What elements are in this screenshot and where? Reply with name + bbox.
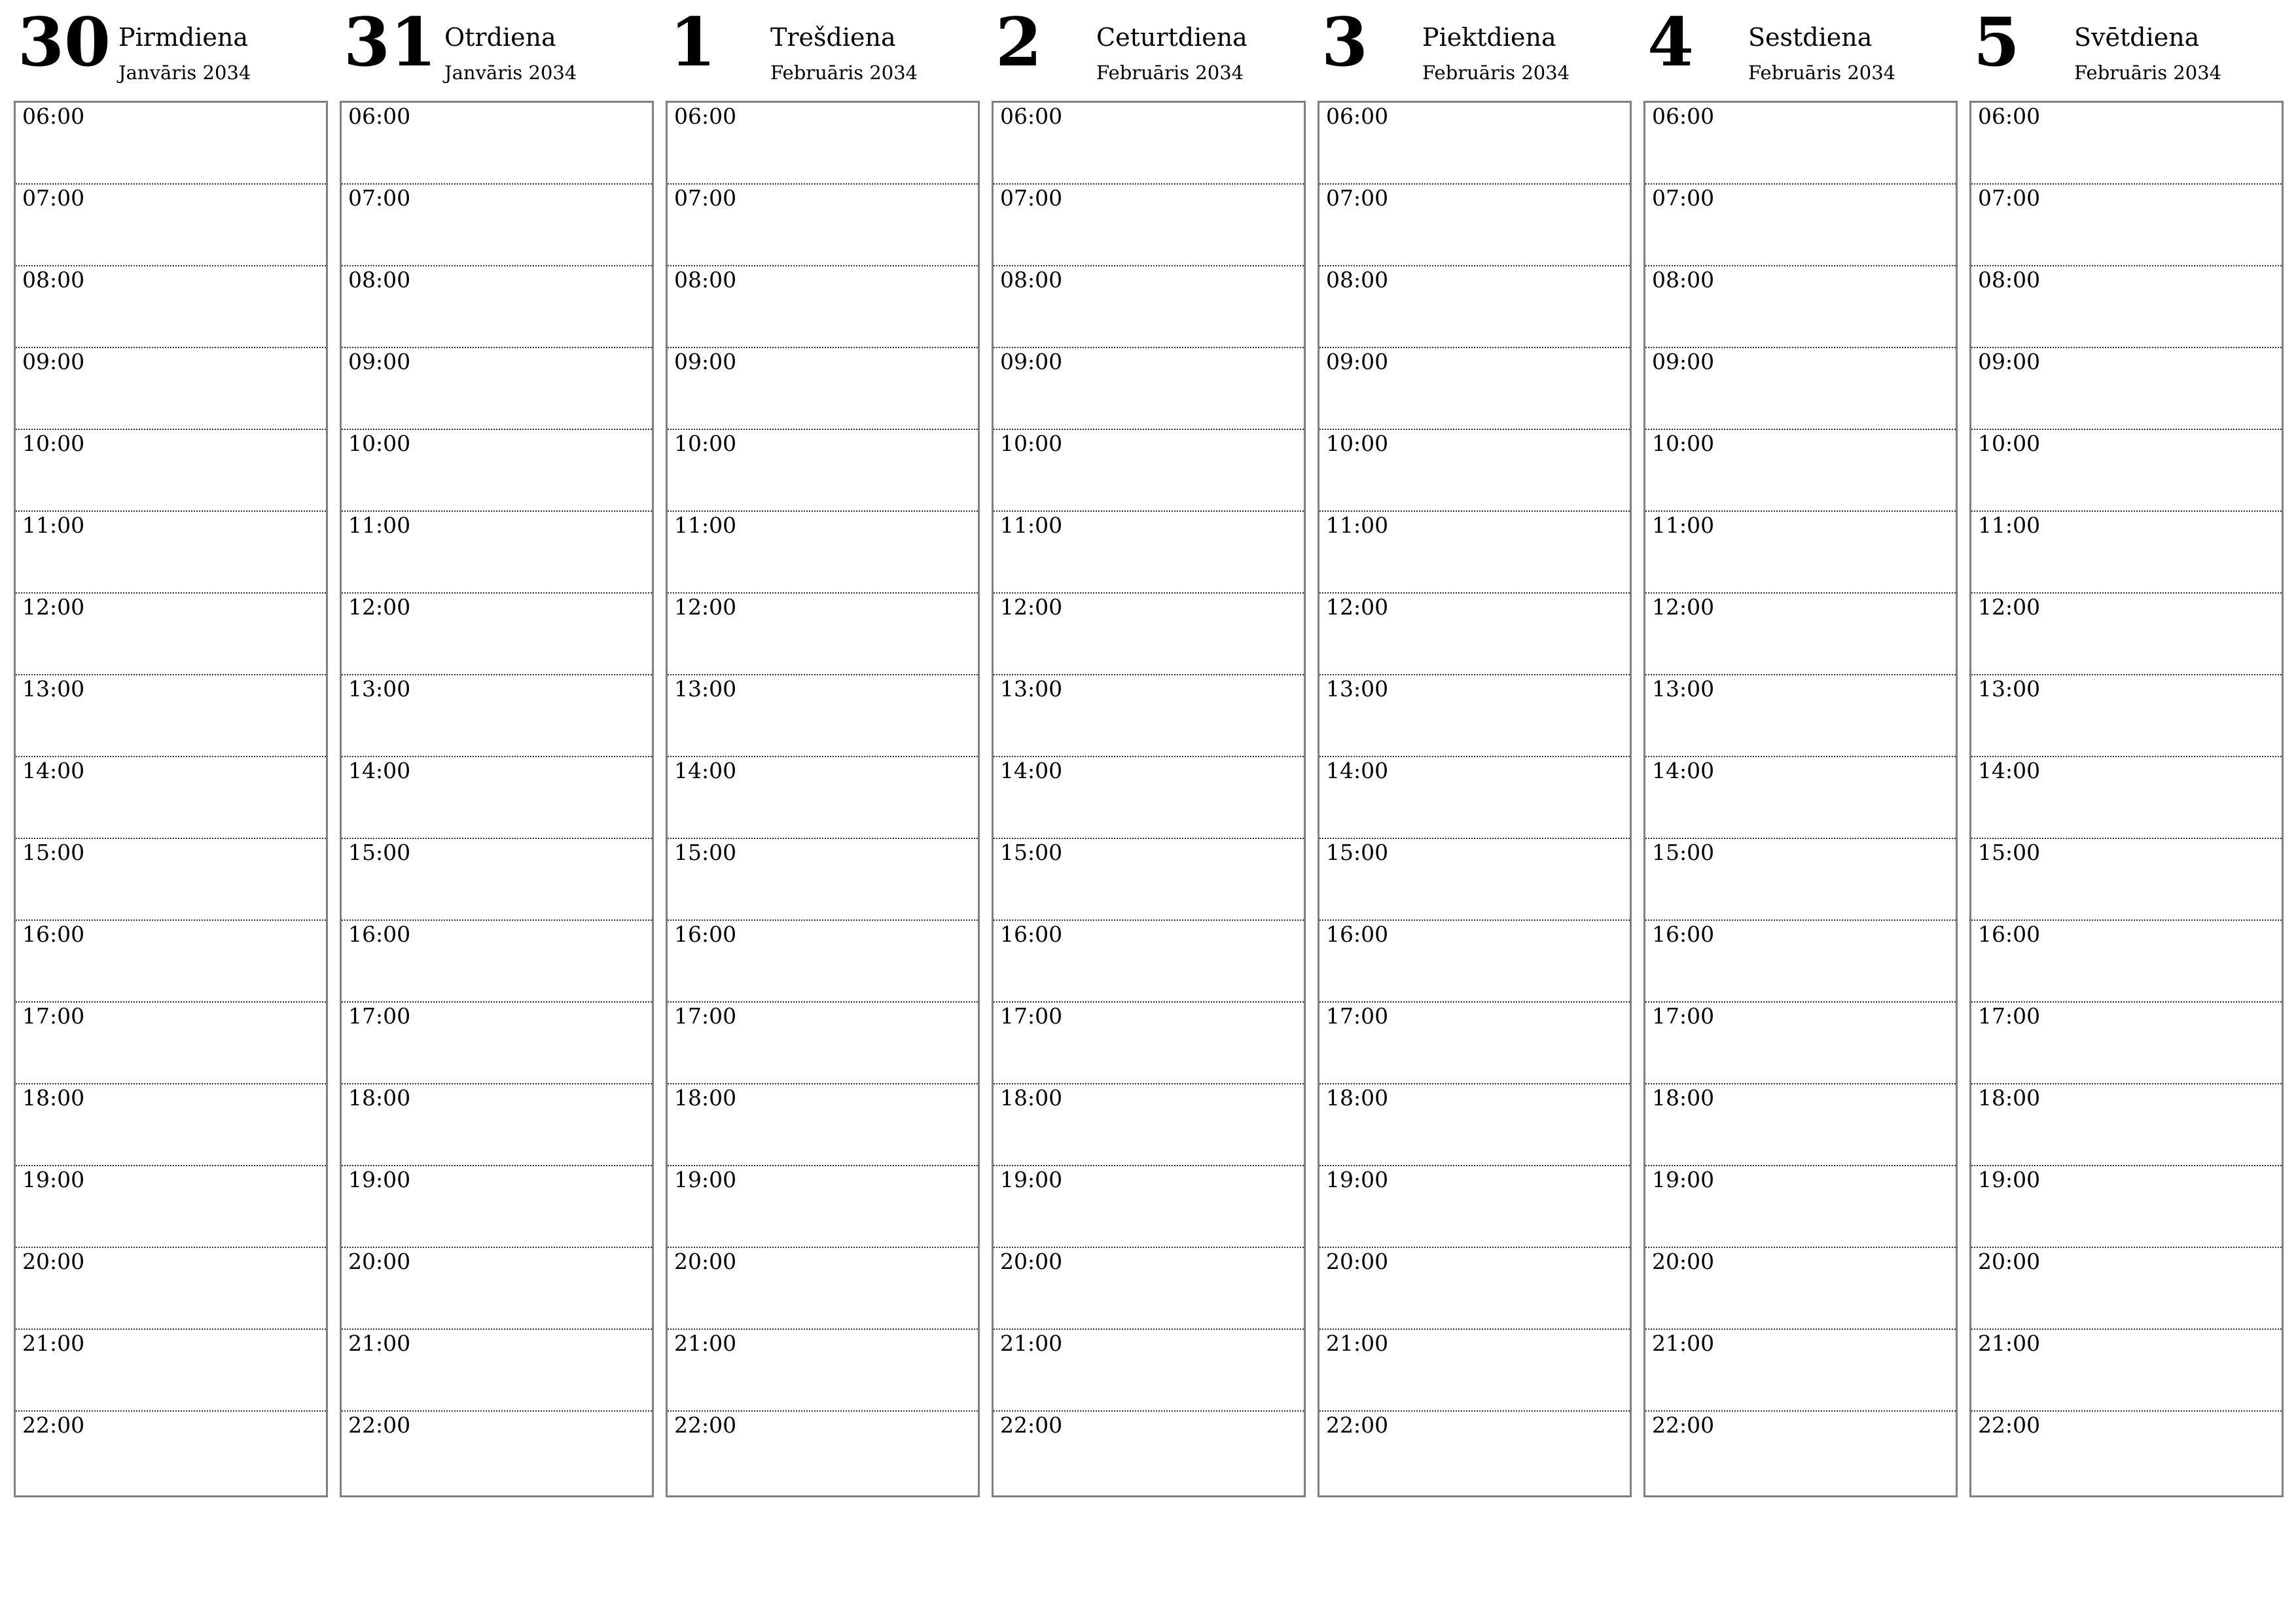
time-label: 14:00: [1652, 758, 1715, 783]
time-label: 17:00: [348, 1003, 411, 1029]
day-column: [666, 0, 978, 1499]
time-label: 18:00: [1652, 1085, 1715, 1111]
time-label: 22:00: [1652, 1412, 1715, 1438]
time-slot[interactable]: [668, 512, 978, 594]
time-label: 18:00: [22, 1085, 85, 1111]
time-label: 14:00: [22, 758, 85, 783]
day-schedule-box: [1318, 101, 1632, 1497]
time-slot[interactable]: [994, 839, 1304, 921]
month-year: Februāris 2034: [1748, 62, 1896, 84]
day-schedule-box: [992, 101, 1306, 1497]
time-label: 07:00: [1652, 185, 1715, 211]
time-slot[interactable]: [1971, 430, 2282, 512]
time-slot[interactable]: [1319, 1412, 1630, 1493]
time-slot[interactable]: [1645, 1330, 1956, 1412]
time-slot[interactable]: [1645, 1412, 1956, 1493]
time-slot[interactable]: [1645, 1248, 1956, 1330]
time-slot[interactable]: [668, 1248, 978, 1330]
time-label: 18:00: [1326, 1085, 1389, 1111]
time-slot[interactable]: [1319, 266, 1630, 348]
time-slot[interactable]: [16, 103, 326, 185]
time-label: 10:00: [1652, 431, 1715, 456]
time-slot[interactable]: [994, 348, 1304, 430]
time-slot[interactable]: [16, 430, 326, 512]
time-label: 06:00: [1652, 103, 1715, 129]
time-slot[interactable]: [994, 1166, 1304, 1248]
time-slot[interactable]: [342, 1412, 652, 1493]
time-slot[interactable]: [342, 1084, 652, 1166]
time-label: 06:00: [348, 103, 411, 129]
time-slot[interactable]: [342, 757, 652, 839]
time-label: 10:00: [674, 431, 737, 456]
time-slot[interactable]: [994, 921, 1304, 1003]
time-label: 15:00: [1652, 840, 1715, 865]
time-slot[interactable]: [1971, 921, 2282, 1003]
day-schedule-box: [340, 101, 654, 1497]
time-slot[interactable]: [1319, 348, 1630, 430]
time-slot[interactable]: [1319, 1248, 1630, 1330]
time-label: 17:00: [1326, 1003, 1389, 1029]
time-label: 13:00: [348, 676, 411, 702]
day-number: 31: [344, 3, 437, 82]
time-slot[interactable]: [668, 1330, 978, 1412]
day-column: [992, 0, 1304, 1499]
time-slot[interactable]: [16, 1003, 326, 1084]
time-label: 19:00: [1652, 1167, 1715, 1192]
time-slot[interactable]: [1971, 839, 2282, 921]
time-slot[interactable]: [342, 1248, 652, 1330]
time-label: 12:00: [1326, 594, 1389, 620]
time-slot[interactable]: [1319, 512, 1630, 594]
day-column: [14, 0, 327, 1499]
time-slot[interactable]: [342, 512, 652, 594]
time-label: 06:00: [22, 103, 85, 129]
day-name: Sestdiena: [1748, 23, 1873, 52]
time-slot[interactable]: [668, 185, 978, 266]
time-label: 08:00: [1000, 267, 1063, 293]
time-slot[interactable]: [994, 1412, 1304, 1493]
day-name: Svētdiena: [2074, 23, 2200, 52]
day-name: Pirmdiena: [118, 23, 249, 52]
time-label: 16:00: [674, 921, 737, 947]
time-slot[interactable]: [994, 185, 1304, 266]
time-label: 19:00: [1978, 1167, 2041, 1192]
day-header: [992, 0, 1304, 98]
month-year: Februāris 2034: [770, 62, 918, 84]
time-slot[interactable]: [1319, 1003, 1630, 1084]
time-label: 07:00: [1000, 185, 1063, 211]
time-label: 13:00: [674, 676, 737, 702]
time-slot[interactable]: [994, 1003, 1304, 1084]
day-name: Trešdiena: [770, 23, 896, 52]
time-slot[interactable]: [994, 1330, 1304, 1412]
time-slot[interactable]: [1971, 675, 2282, 757]
time-slot[interactable]: [16, 1412, 326, 1493]
time-slot[interactable]: [668, 430, 978, 512]
time-slot[interactable]: [1319, 675, 1630, 757]
time-label: 12:00: [348, 594, 411, 620]
time-label: 15:00: [1978, 840, 2041, 865]
time-label: 16:00: [1652, 921, 1715, 947]
day-column: [1318, 0, 1630, 1499]
time-slot[interactable]: [16, 921, 326, 1003]
time-slot[interactable]: [1645, 348, 1956, 430]
time-slot[interactable]: [1645, 1003, 1956, 1084]
time-slot[interactable]: [668, 1166, 978, 1248]
time-slot[interactable]: [1971, 1412, 2282, 1493]
time-slot[interactable]: [342, 430, 652, 512]
time-slot[interactable]: [668, 1412, 978, 1493]
time-slot[interactable]: [342, 921, 652, 1003]
time-slot[interactable]: [16, 839, 326, 921]
time-slot[interactable]: [1319, 1166, 1630, 1248]
day-name: Piektdiena: [1422, 23, 1556, 52]
time-label: 10:00: [1326, 431, 1389, 456]
time-label: 13:00: [22, 676, 85, 702]
time-slot[interactable]: [994, 266, 1304, 348]
time-label: 14:00: [1326, 758, 1389, 783]
time-label: 12:00: [22, 594, 85, 620]
time-slot[interactable]: [1971, 103, 2282, 185]
time-label: 08:00: [22, 267, 85, 293]
time-label: 21:00: [22, 1330, 85, 1356]
time-label: 12:00: [674, 594, 737, 620]
time-label: 11:00: [1978, 512, 2041, 538]
time-slot[interactable]: [342, 1330, 652, 1412]
day-header: [1318, 0, 1630, 98]
time-slot[interactable]: [342, 1003, 652, 1084]
time-label: 12:00: [1000, 594, 1063, 620]
time-slot[interactable]: [1971, 1248, 2282, 1330]
time-slot[interactable]: [994, 1248, 1304, 1330]
time-label: 20:00: [22, 1249, 85, 1274]
time-slot[interactable]: [668, 1084, 978, 1166]
time-label: 15:00: [348, 840, 411, 865]
time-label: 22:00: [348, 1412, 411, 1438]
time-slot[interactable]: [16, 185, 326, 266]
time-slot[interactable]: [1319, 1084, 1630, 1166]
time-label: 08:00: [1326, 267, 1389, 293]
time-slot[interactable]: [16, 1330, 326, 1412]
time-slot[interactable]: [1971, 512, 2282, 594]
time-slot[interactable]: [1645, 430, 1956, 512]
time-slot[interactable]: [1971, 757, 2282, 839]
day-schedule-box: [1643, 101, 1958, 1497]
time-label: 07:00: [22, 185, 85, 211]
time-slot[interactable]: [1645, 1166, 1956, 1248]
time-label: 18:00: [674, 1085, 737, 1111]
day-column: [1969, 0, 2282, 1499]
time-label: 11:00: [22, 512, 85, 538]
time-label: 10:00: [1978, 431, 2041, 456]
time-label: 19:00: [348, 1167, 411, 1192]
time-slot[interactable]: [16, 594, 326, 675]
time-label: 19:00: [22, 1167, 85, 1192]
time-slot[interactable]: [1645, 1084, 1956, 1166]
time-slot[interactable]: [668, 757, 978, 839]
time-label: 13:00: [1978, 676, 2041, 702]
time-label: 19:00: [1326, 1167, 1389, 1192]
time-slot[interactable]: [994, 675, 1304, 757]
time-label: 22:00: [22, 1412, 85, 1438]
time-slot[interactable]: [668, 839, 978, 921]
time-label: 09:00: [22, 349, 85, 374]
time-label: 13:00: [1326, 676, 1389, 702]
time-label: 15:00: [1326, 840, 1389, 865]
time-slot[interactable]: [994, 757, 1304, 839]
time-label: 20:00: [348, 1249, 411, 1274]
day-name: Ceturtdiena: [1096, 23, 1247, 52]
time-label: 13:00: [1652, 676, 1715, 702]
time-label: 15:00: [1000, 840, 1063, 865]
month-year: Janvāris 2034: [444, 62, 577, 84]
time-label: 21:00: [1326, 1330, 1389, 1356]
time-slot[interactable]: [1971, 348, 2282, 430]
time-label: 16:00: [1978, 921, 2041, 947]
time-slot[interactable]: [16, 1248, 326, 1330]
time-label: 21:00: [1978, 1330, 2041, 1356]
time-label: 21:00: [674, 1330, 737, 1356]
time-slot[interactable]: [342, 103, 652, 185]
time-label: 17:00: [1978, 1003, 2041, 1029]
time-slot[interactable]: [342, 185, 652, 266]
time-label: 22:00: [1326, 1412, 1389, 1438]
time-label: 22:00: [1978, 1412, 2041, 1438]
time-slot[interactable]: [1319, 594, 1630, 675]
time-label: 17:00: [22, 1003, 85, 1029]
time-slot[interactable]: [1645, 103, 1956, 185]
time-label: 21:00: [1000, 1330, 1063, 1356]
time-slot[interactable]: [1645, 675, 1956, 757]
time-label: 08:00: [1978, 267, 2041, 293]
time-label: 11:00: [674, 512, 737, 538]
day-header: [14, 0, 327, 98]
time-label: 18:00: [1978, 1085, 2041, 1111]
time-label: 12:00: [1652, 594, 1715, 620]
time-label: 21:00: [348, 1330, 411, 1356]
day-number: 1: [670, 3, 716, 82]
time-slot[interactable]: [1319, 839, 1630, 921]
month-year: Janvāris 2034: [118, 62, 251, 84]
time-label: 22:00: [1000, 1412, 1063, 1438]
time-slot[interactable]: [342, 675, 652, 757]
day-number: 5: [1973, 3, 2020, 82]
time-slot[interactable]: [1971, 594, 2282, 675]
time-label: 06:00: [674, 103, 737, 129]
time-label: 22:00: [674, 1412, 737, 1438]
time-label: 07:00: [1978, 185, 2041, 211]
day-header: [340, 0, 653, 98]
time-label: 17:00: [1000, 1003, 1063, 1029]
day-number: 4: [1647, 3, 1694, 82]
time-label: 06:00: [1978, 103, 2041, 129]
day-schedule-box: [14, 101, 328, 1497]
time-label: 16:00: [1000, 921, 1063, 947]
time-label: 07:00: [674, 185, 737, 211]
time-label: 20:00: [1000, 1249, 1063, 1274]
time-label: 10:00: [22, 431, 85, 456]
time-slot[interactable]: [1319, 1330, 1630, 1412]
time-label: 09:00: [1000, 349, 1063, 374]
time-label: 16:00: [22, 921, 85, 947]
time-label: 09:00: [1326, 349, 1389, 374]
time-slot[interactable]: [1645, 839, 1956, 921]
time-label: 11:00: [1652, 512, 1715, 538]
time-label: 12:00: [1978, 594, 2041, 620]
time-slot[interactable]: [1645, 757, 1956, 839]
day-header: [1643, 0, 1956, 98]
day-header: [666, 0, 978, 98]
time-label: 19:00: [674, 1167, 737, 1192]
time-slot[interactable]: [994, 512, 1304, 594]
time-slot[interactable]: [16, 266, 326, 348]
time-label: 17:00: [674, 1003, 737, 1029]
time-label: 20:00: [1326, 1249, 1389, 1274]
time-slot[interactable]: [1645, 185, 1956, 266]
time-slot[interactable]: [1645, 512, 1956, 594]
time-label: 16:00: [1326, 921, 1389, 947]
time-slot[interactable]: [668, 103, 978, 185]
time-label: 08:00: [1652, 267, 1715, 293]
time-label: 15:00: [674, 840, 737, 865]
time-slot[interactable]: [16, 348, 326, 430]
time-slot[interactable]: [668, 594, 978, 675]
time-slot[interactable]: [342, 1166, 652, 1248]
time-label: 15:00: [22, 840, 85, 865]
time-label: 13:00: [1000, 676, 1063, 702]
time-label: 14:00: [1000, 758, 1063, 783]
month-year: Februāris 2034: [1422, 62, 1570, 84]
time-slot[interactable]: [1319, 103, 1630, 185]
time-slot[interactable]: [16, 675, 326, 757]
time-slot[interactable]: [1971, 1084, 2282, 1166]
time-slot[interactable]: [1319, 430, 1630, 512]
time-label: 11:00: [1000, 512, 1063, 538]
time-slot[interactable]: [668, 1003, 978, 1084]
time-slot[interactable]: [1645, 594, 1956, 675]
day-number: 30: [18, 3, 111, 82]
time-label: 11:00: [348, 512, 411, 538]
time-slot[interactable]: [1971, 1166, 2282, 1248]
time-label: 19:00: [1000, 1167, 1063, 1192]
time-slot[interactable]: [994, 103, 1304, 185]
time-slot[interactable]: [342, 348, 652, 430]
time-slot[interactable]: [1971, 1003, 2282, 1084]
time-label: 21:00: [1652, 1330, 1715, 1356]
time-slot[interactable]: [342, 839, 652, 921]
time-slot[interactable]: [994, 430, 1304, 512]
time-label: 10:00: [1000, 431, 1063, 456]
time-label: 10:00: [348, 431, 411, 456]
day-schedule-box: [1969, 101, 2284, 1497]
time-label: 07:00: [348, 185, 411, 211]
time-slot[interactable]: [1319, 185, 1630, 266]
time-slot[interactable]: [668, 266, 978, 348]
time-label: 08:00: [348, 267, 411, 293]
time-slot[interactable]: [16, 757, 326, 839]
time-label: 09:00: [674, 349, 737, 374]
time-label: 11:00: [1326, 512, 1389, 538]
time-slot[interactable]: [668, 921, 978, 1003]
time-slot[interactable]: [16, 1084, 326, 1166]
day-column: [1643, 0, 1956, 1499]
time-label: 14:00: [674, 758, 737, 783]
time-label: 14:00: [348, 758, 411, 783]
time-slot[interactable]: [1971, 185, 2282, 266]
month-year: Februāris 2034: [2074, 62, 2222, 84]
time-label: 07:00: [1326, 185, 1389, 211]
time-label: 20:00: [1652, 1249, 1715, 1274]
time-slot[interactable]: [1319, 757, 1630, 839]
time-slot[interactable]: [1645, 921, 1956, 1003]
time-slot[interactable]: [1971, 1330, 2282, 1412]
time-slot[interactable]: [994, 594, 1304, 675]
time-label: 09:00: [1978, 349, 2041, 374]
time-slot[interactable]: [1971, 266, 2282, 348]
time-slot[interactable]: [16, 1166, 326, 1248]
time-slot[interactable]: [668, 675, 978, 757]
time-label: 06:00: [1326, 103, 1389, 129]
day-number: 3: [1321, 3, 1368, 82]
time-label: 06:00: [1000, 103, 1063, 129]
time-label: 08:00: [674, 267, 737, 293]
time-label: 18:00: [1000, 1085, 1063, 1111]
time-label: 09:00: [1652, 349, 1715, 374]
time-slot[interactable]: [668, 348, 978, 430]
day-column: [340, 0, 653, 1499]
time-label: 18:00: [348, 1085, 411, 1111]
month-year: Februāris 2034: [1096, 62, 1244, 84]
time-slot[interactable]: [1319, 921, 1630, 1003]
day-number: 2: [996, 3, 1042, 82]
day-name: Otrdiena: [444, 23, 556, 52]
time-label: 20:00: [1978, 1249, 2041, 1274]
time-label: 14:00: [1978, 758, 2041, 783]
time-slot[interactable]: [342, 266, 652, 348]
time-slot[interactable]: [994, 1084, 1304, 1166]
time-slot[interactable]: [342, 594, 652, 675]
time-slot[interactable]: [16, 512, 326, 594]
day-header: [1969, 0, 2282, 98]
time-label: 16:00: [348, 921, 411, 947]
day-schedule-box: [666, 101, 980, 1497]
time-label: 09:00: [348, 349, 411, 374]
time-label: 20:00: [674, 1249, 737, 1274]
time-label: 17:00: [1652, 1003, 1715, 1029]
time-slot[interactable]: [1645, 266, 1956, 348]
